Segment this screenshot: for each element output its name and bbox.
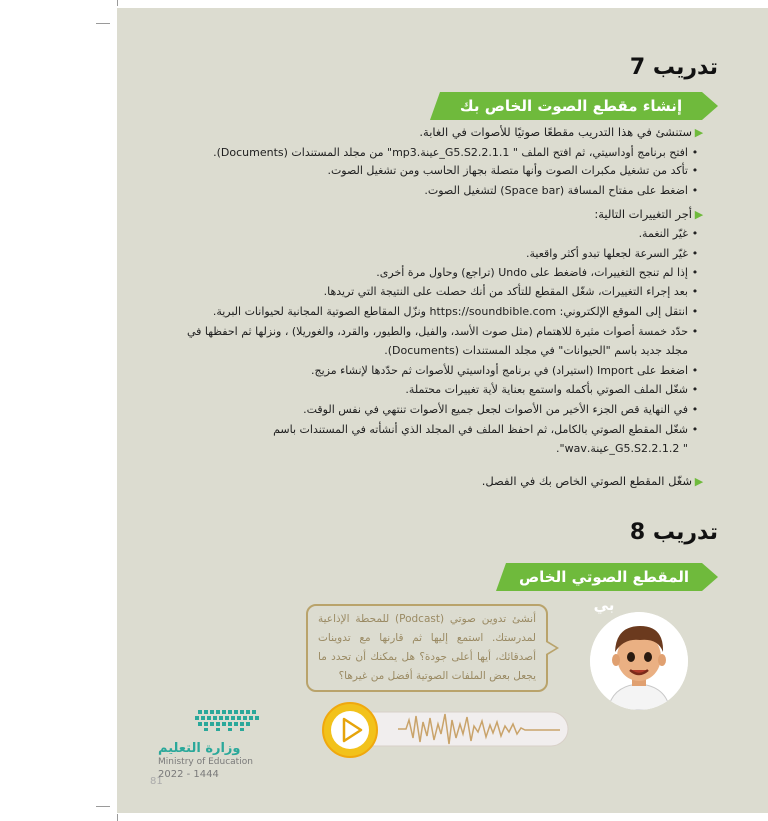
dot-bullet-icon: • <box>691 364 699 377</box>
instruction-bullet <box>88 342 688 360</box>
instruction-bullet <box>102 362 702 380</box>
dot-bullet-icon: • <box>691 285 699 298</box>
ministry-logo <box>150 708 270 738</box>
crop-mark <box>96 23 110 24</box>
instruction-text: حدّد خمسة أصوات مثيرة للاهتمام (مثل صوت الأسد، والفيل، والطيور، والقرد، والغوريلا) ، ونزلها ثم احفظها في <box>186 325 688 338</box>
arrow-bullet-icon: ▶ <box>694 475 704 488</box>
dot-bullet-icon: • <box>691 423 699 436</box>
instruction-text: ستنشئ في هذا التدريب مقطعًا صوتيًا للأصوات في الغابة. <box>419 125 692 139</box>
instruction-main <box>106 205 706 224</box>
dot-bullet-icon: • <box>691 403 699 416</box>
instruction-text: مجلد جديد باسم "الحيوانات" في مجلد المستندات (Documents). <box>384 344 688 357</box>
instruction-main <box>106 123 706 142</box>
instruction-bullet <box>102 381 702 399</box>
dot-bullet-icon: • <box>691 184 699 197</box>
instruction-bullet <box>88 440 688 458</box>
dot-bullet-icon: • <box>691 247 699 260</box>
instruction-text: شغّل المقطع الصوتي بالكامل، ثم احفظ الملف في المجلد الذي أنشأته في المستندات باسم <box>273 423 688 436</box>
instruction-bullet <box>102 303 702 321</box>
instruction-bullet <box>102 144 702 162</box>
instruction-text: إذا لم تنجح التغييرات، فاضغط على Undo (تراجع) وحاول مرة أخرى. <box>376 266 688 279</box>
instruction-text: شغّل المقطع الصوتي الخاص بك في الفصل. <box>481 474 692 488</box>
ministry-name-ar: وزارة التعليم <box>158 741 241 756</box>
instruction-bullet <box>102 323 702 341</box>
instruction-text: أجر التغييرات التالية: <box>594 207 692 221</box>
exercise-8-title: تدريب 8 <box>629 520 718 545</box>
arrow-bullet-icon: ▶ <box>694 208 704 221</box>
exercise-8-banner: المقطع الصوتي الخاص بي <box>506 563 702 591</box>
instruction-text: " G5.S2.2.1.2_عينة.wav". <box>556 442 688 455</box>
instruction-text: شغّل الملف الصوتي بأكمله واستمع بعناية لأية تغييرات محتملة. <box>405 383 688 396</box>
crop-mark <box>96 806 110 807</box>
dot-bullet-icon: • <box>691 383 699 396</box>
instruction-bullet <box>102 225 702 243</box>
speech-bubble <box>306 604 548 692</box>
crop-mark <box>117 814 118 821</box>
dot-bullet-icon: • <box>691 325 699 338</box>
instruction-text: بعد إجراء التغييرات، شغّل المقطع للتأكد من أنك حصلت على النتيجة التي تريدها. <box>323 285 688 298</box>
ministry-name-en: Ministry of Education <box>158 757 253 767</box>
instruction-bullet <box>102 401 702 419</box>
instruction-main <box>106 472 706 491</box>
instruction-text: غيّر النغمة. <box>638 227 688 240</box>
instruction-text: اضغط على Import (استيراد) في برنامج أوداسيتي للأصوات ثم حدّدها لإنشاء مزيج. <box>311 364 688 377</box>
dot-bullet-icon: • <box>691 266 699 279</box>
student-avatar-icon <box>590 612 688 710</box>
speech-bubble-text: أنشئ تدوين صوتي (Podcast) للمحطة الإذاعية لمدرستك. استمع إليها ثم قارنها مع تدوينات أصدقائك، أيها أعلى جودة؟ هل يمكنك أن تحدد ما يجعل بعض الملفات الصوتية أفضل من غيرها؟ <box>318 613 536 682</box>
crop-mark <box>117 0 118 6</box>
instruction-bullet <box>102 162 702 180</box>
audio-player-graphic <box>320 702 570 758</box>
instruction-text: غيّر السرعة لجعلها تبدو أكثر واقعية. <box>526 247 688 260</box>
instruction-text: اضغط على مفتاح المسافة (Space bar) لتشغيل الصوت. <box>424 184 688 197</box>
instruction-bullet <box>102 182 702 200</box>
exercise-7-title: تدريب 7 <box>629 55 718 80</box>
instruction-text: تأكد من تشغيل مكبرات الصوت وأنها متصلة بجهاز الحاسب ومن تشغيل الصوت. <box>327 164 688 177</box>
instruction-text: في النهاية قص الجزء الأخير من الأصوات لجعل جميع الأصوات تنتهي في نفس الوقت. <box>303 403 688 416</box>
arrow-bullet-icon: ▶ <box>694 126 704 139</box>
instruction-bullet <box>102 245 702 263</box>
instruction-bullet <box>102 283 702 301</box>
exercise-7-banner: إنشاء مقطع الصوت الخاص بك <box>440 92 702 120</box>
dot-bullet-icon: • <box>691 164 699 177</box>
instruction-bullet <box>102 264 702 282</box>
dot-bullet-icon: • <box>691 305 699 318</box>
page-number: 81 <box>150 776 163 787</box>
instruction-bullet <box>102 421 702 439</box>
dot-bullet-icon: • <box>691 227 699 240</box>
instruction-text: افتح برنامج أوداسيتي، ثم افتح الملف " G5.S2.2.1.1_عينة.mp3" من مجلد المستندات (Documents). <box>213 146 688 159</box>
year-label: 2022 - 1444 <box>158 769 219 780</box>
dot-bullet-icon: • <box>691 146 699 159</box>
instruction-text: انتقل إلى الموقع الإلكتروني: https://soundbible.com ونزّل المقاطع الصوتية المجانية لحيوانات البرية. <box>212 305 688 318</box>
